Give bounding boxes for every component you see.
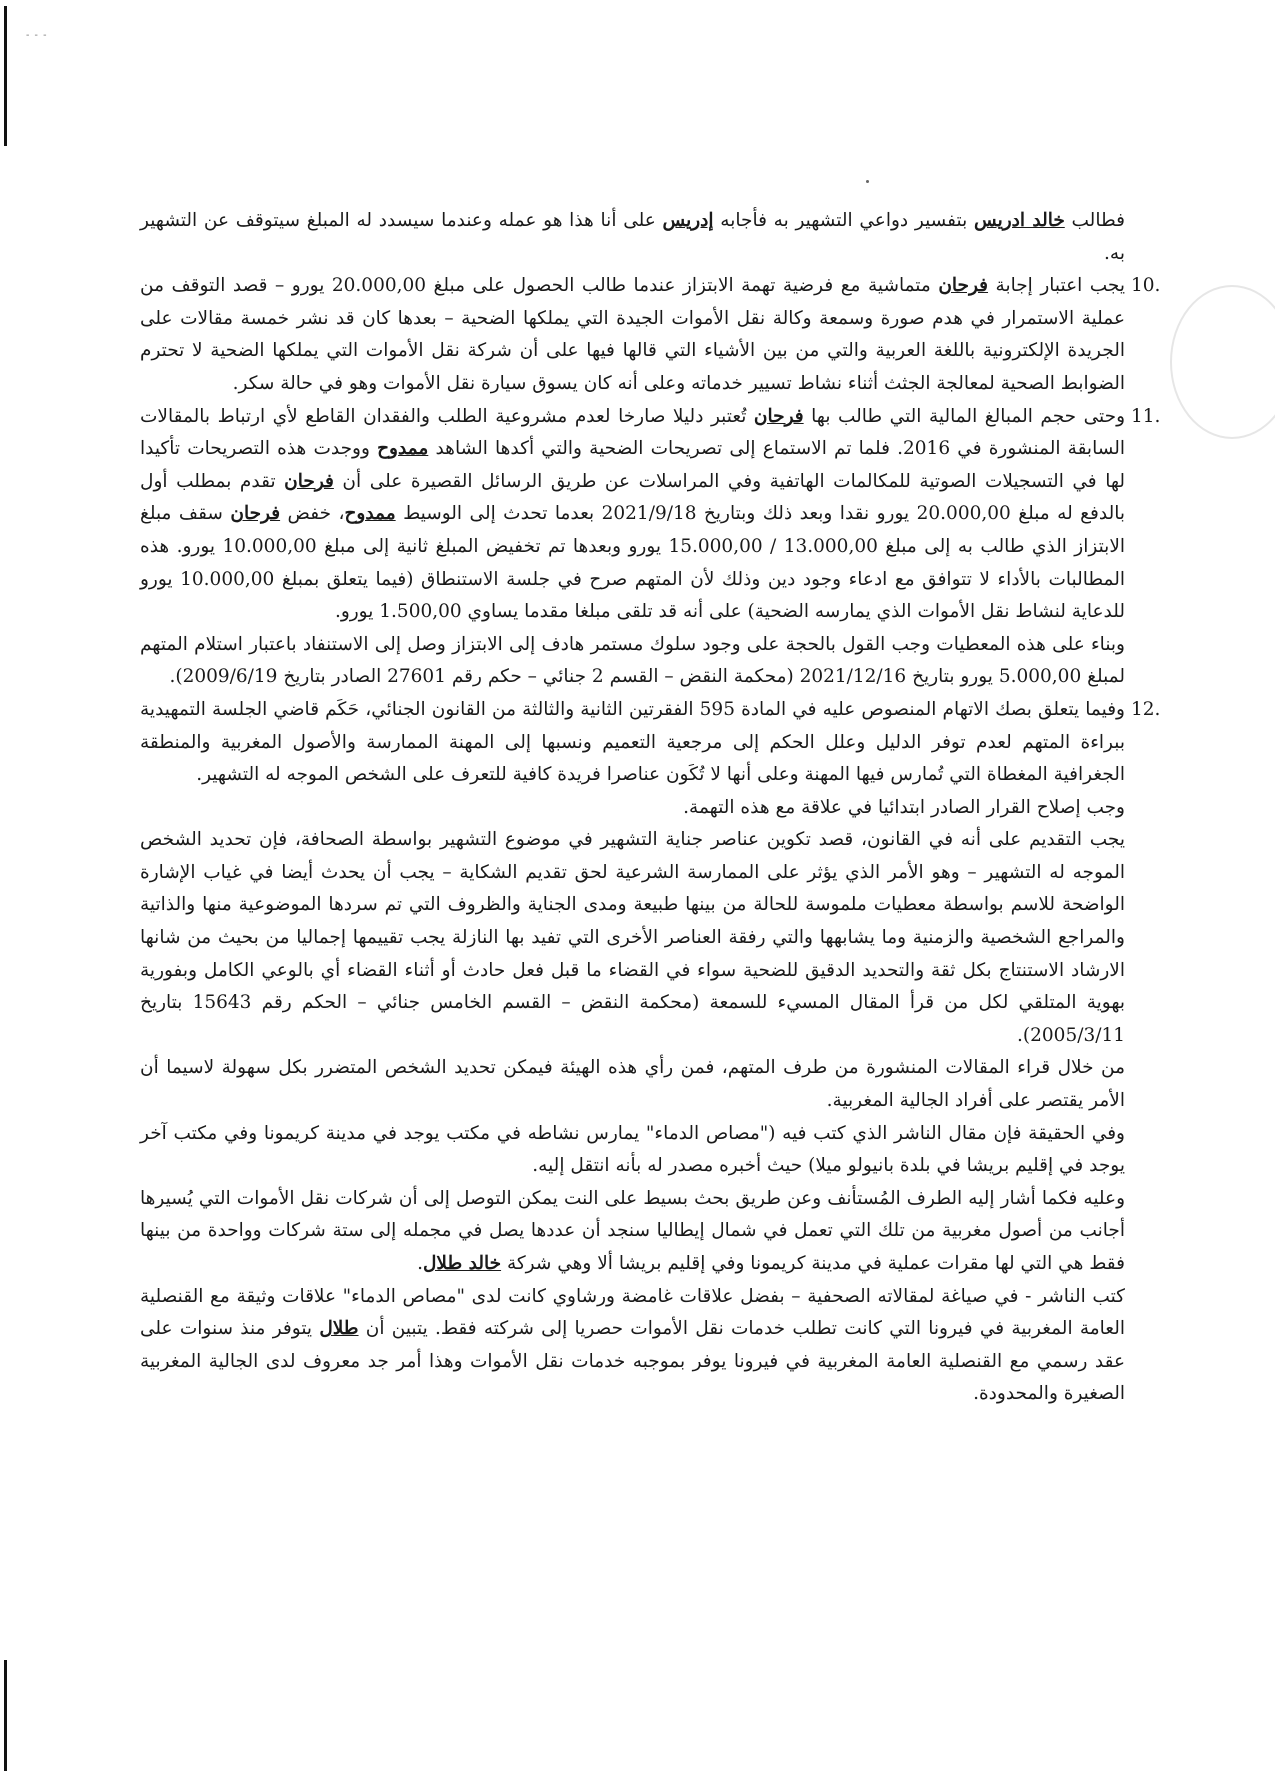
text-run: فطالب bbox=[1064, 210, 1125, 231]
text-run: سقف مبلغ الابتزاز الذي طالب به إلى مبلغ 13.000,00 / 15.000,00 يورو وبعدها تم تخفيض المبلغ ثانية إلى مبلغ 10.000,00 يورو. هذه المطالبات بالأداء لا تتوافق مع ادعاء وجود دين وذلك لأن المتهم صرح في جلسة الاستنطاق (فيما يتعلق بمبلغ 10.000,00 يورو للدعاية لنشاط نقل الأموات الذي يمارسه الضحية) على أنه قد تلقى مبلغا مقدما يساوي 1.500,00 يورو. bbox=[140, 503, 1126, 623]
text-run: متماشية مع فرضية تهمة الابتزاز عندما طالب الحصول على مبلغ 20.000,00 يورو – قصد التوقف من عملية الاستمرار في هدم صورة وسمعة وكالة نقل الأموات الجيدة التي يملكها الضحية – بعدها كان قد نشر خمسة مقالات على الجريدة الإلكترونية باللغة العربية والتي من بين الأشياء التي قالها فيها على أن شركة نقل الأموات التي يملكها الضحية لا تحترم الضوابط الصحية لمعالجة الجثث أثناء نشاط تسيير خدماته وعلى أنه كان يسوق سيارة نقل الأموات وهو في حالة سكر. bbox=[140, 275, 1125, 394]
paragraph-12b: وجب إصلاح القرار الصادر ابتدائيا في علاقة مع هذه التهمة. bbox=[683, 796, 1125, 818]
text-run: يجب اعتبار إجابة bbox=[988, 275, 1126, 297]
paragraph-12e: وفي الحقيقة فإن مقال الناشر الذي كتب فيه ("مصاص الدماء" يمارس نشاطه في مكتب يوجد في مدينة كريمونا وفي مكتب آخر يوجد في إقليم بريشا في بلدة بانيولو ميلا) حيث أخبره مصدر له بأنه انتقل إليه. bbox=[140, 1122, 1125, 1177]
paragraph-12c: يجب التقديم على أنه في القانون، قصد تكوين عناصر جناية التشهير في موضوع التشهير بواسطة الصحافة، فإن تحديد الشخص الموجه له التشهير – وهو الأمر الذي يؤثر على الممارسة الشرعية لحق تقديم الشكاية – يجب أن يحدث أيضا في غياب الإشارة الواضحة للاسم بواسطة معطيات ملموسة للحالة من بينها طبيعة ومدى الجناية والظروف التي تم سردها الموضوعية منها والذاتية والمراجع الشخصية والزمنية وما يشابهها والتي رفقة العناصر الأخرى التي تفيد بها النازلة يجب تقييمها إجماليا من بحيث من شانها الارشاد الاستنتاج بكل ثقة والتحديد الدقيق للضحية سواء في القضاء ما قبل فعل حادث أو أثناء القضاء أي بالوعي الكامل وبفورية بهوية المتلقي لكل من قرأ المقال المسيء للسمعة (محكمة النقض – القسم الخامس جنائي – الحكم رقم 15643 بتاريخ 2005/3/11). bbox=[140, 829, 1126, 1046]
item-11 bbox=[140, 401, 1161, 629]
text-run: . bbox=[417, 1253, 423, 1274]
text-run: تقدم بمطلب أول بالدفع له مبلغ 20.000,00 يورو نقدا وبعد ذلك وبتاريخ 2021/9/18 بعدما تحدث إلى الوسيط bbox=[140, 470, 1125, 525]
text-run: ، خفض bbox=[280, 503, 345, 525]
item-12 bbox=[140, 694, 1161, 792]
faint-stamp-image bbox=[1170, 285, 1275, 439]
text-run: ووجدت هذه التصريحات تأكيدا لها في التسجيلات الصوتية للمكالمات الهاتفية وفي المراسلات عن طريق الرسائل القصيرة على أن bbox=[140, 438, 1126, 492]
item-10 bbox=[140, 270, 1161, 400]
item-number: 12. bbox=[1131, 698, 1161, 720]
item-number: 10. bbox=[1131, 275, 1161, 297]
paragraph-11b: وبناء على هذه المعطيات وجب القول بالحجة على وجود سلوك مستمر هادف إلى الابتزاز وصل إلى الاستنفاد باعتبار استلام المتهم لمبلغ 5.000,00 يورو بتاريخ 2021/12/16 (محكمة النقض – القسم 2 جنائي – حكم رقم 27601 الصادر بتاريخ 2009/6/19). bbox=[140, 633, 1125, 688]
left-edge-line-top bbox=[4, 6, 7, 146]
corner-scan-marks: - - - bbox=[26, 30, 48, 41]
name-mamdouh: ممدوح bbox=[344, 503, 396, 525]
item-number: 11. bbox=[1131, 405, 1161, 427]
paragraph-0 bbox=[140, 205, 1125, 270]
text-run: تُعتبر دليلا صارخا لعدم مشروعية الطلب والفقدان القاطع لأي ارتباط بالمقالات السابقة المنشورة في 2016. فلما تم الاستماع إلى تصريحات الضحية والتي أكدها الشاهد bbox=[140, 405, 1125, 460]
paragraph-12f bbox=[140, 1183, 1125, 1281]
text-run: كتب الناشر - في صياغة لمقالاته الصحفية – بفضل علاقات غامضة ورشاوي كانت لدى "مصاص الدماء" علاقات وثيقة مع القنصلية العامة المغربية في فيرونا التي كانت تطلب خدمات نقل الأموات حصريا إلى شركته فقط. يتبين أن bbox=[140, 1285, 1125, 1340]
name-farhan: فرحان bbox=[230, 503, 281, 525]
text-run: وعليه فكما أشار إليه الطرف المُستأنف وعن طريق بحث بسيط على النت يمكن التوصل إلى أن شركات نقل الأموات التي يُسيرها أجانب من أصول مغربية من تلك التي تعمل في شمال إيطاليا سنجد أن عددها يصل في مجمله إلى ستة شركات وواحدة من بينها فقط هي التي لها مقرات عملية في مدينة كريمونا وفي إقليم بريشا ألا وهي شركة bbox=[140, 1187, 1125, 1274]
name-khalid-talal: خالد طلال bbox=[422, 1253, 502, 1274]
paragraph-12g bbox=[140, 1281, 1125, 1411]
scan-dot bbox=[866, 180, 869, 183]
left-edge-line-bottom bbox=[4, 1660, 7, 1771]
name-farhan: فرحان bbox=[938, 275, 989, 297]
name-idris: إدريس bbox=[662, 210, 714, 231]
text-run: على أنا هذا هو عمله وعندما سيسدد له المبلغ سيتوقف عن التشهير به. bbox=[140, 210, 1125, 264]
text-run: وفيما يتعلق بصك الاتهام المنصوص عليه في المادة 595 الفقرتين الثانية والثالثة من القانون الجنائي، حَكَم قاضي الجلسة التمهيدية ببراءة المتهم لعدم توفر الدليل وعلل الحكم إلى مرجعية التعميم ونسبها إلى المهنة الممارسة والأصول المغربية والمنطقة الجغرافية المغطاة التي تُمارس فيها المهنة وعلى أنها لا تُكَون عناصرا فريدة كافية للتعرف على الشخص الموجه له التشهير. bbox=[140, 698, 1125, 786]
text-run: وحتى حجم المبالغ المالية التي طالب بها bbox=[803, 405, 1125, 427]
paragraph-12d: من خلال قراء المقالات المنشورة من طرف المتهم، فمن رأي هذه الهيئة فيمكن تحديد الشخص المتضرر بكل سهولة لاسيما أن الأمر يقتصر على أفراد الجالية المغربية. bbox=[140, 1057, 1125, 1112]
text-run: يتوفر منذ سنوات على عقد رسمي مع القنصلية العامة المغربية في فيرونا يوفر بموجبه خدمات نقل الأموات وهذا أمر جد معروف لدى الجالية المغربية الصغيرة والمحدودة. bbox=[140, 1318, 1125, 1405]
name-farhan: فرحان bbox=[753, 405, 804, 427]
text-run: بتفسير دواعي التشهير به فأجابه bbox=[713, 210, 975, 231]
name-talal: طلال bbox=[319, 1318, 359, 1340]
document-body bbox=[140, 205, 1161, 1411]
name-farhan: فرحان bbox=[284, 470, 334, 492]
name-khalid-idris: خالد ادريس bbox=[974, 210, 1065, 231]
name-mamdouh: ممدوح bbox=[377, 438, 429, 460]
